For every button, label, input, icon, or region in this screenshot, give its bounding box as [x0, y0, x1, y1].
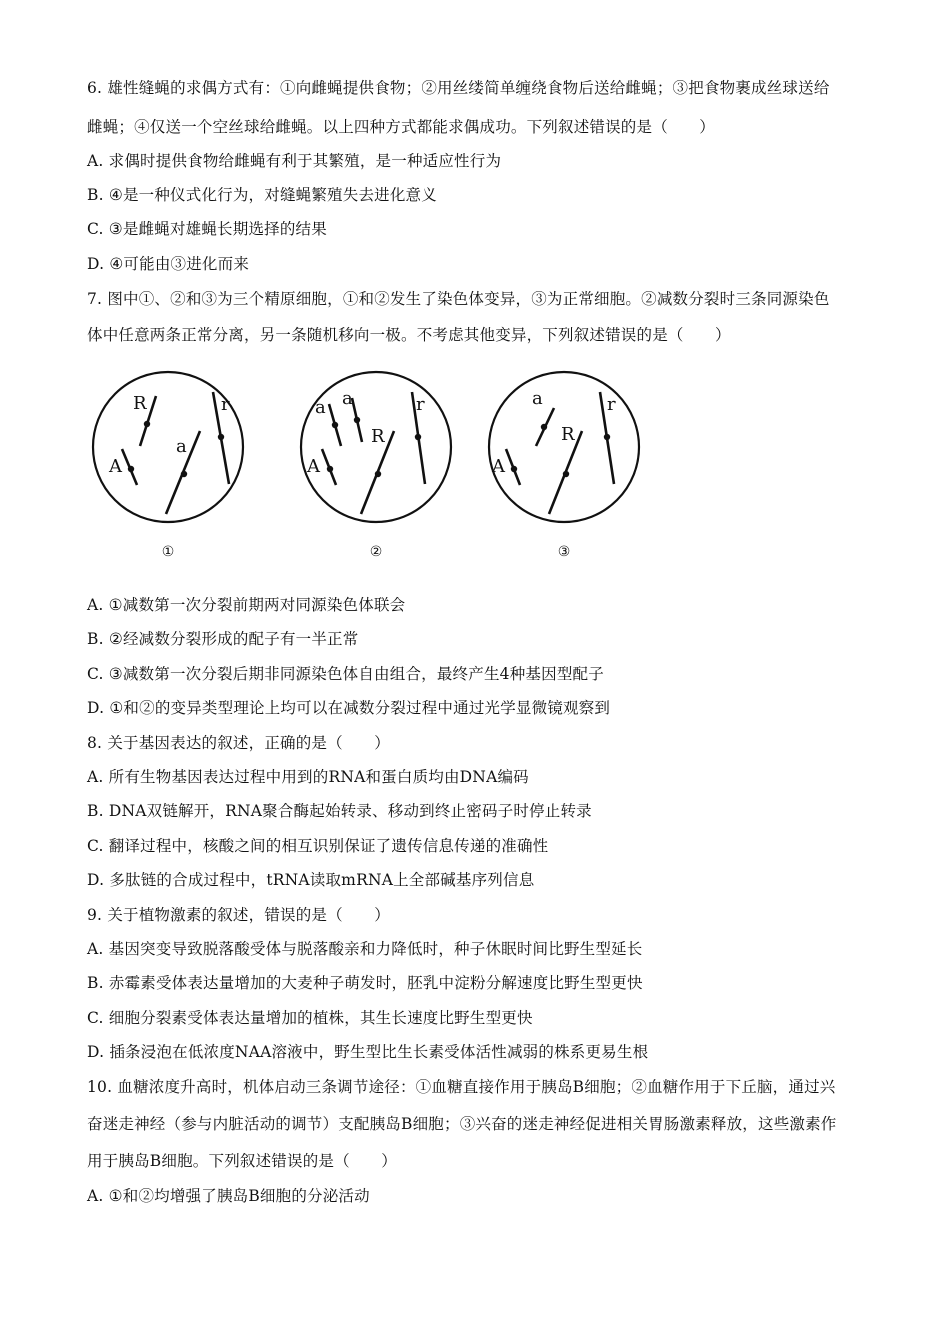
question-6-option-a: A. 求偶时提供食物给雌蝇有利于其繁殖，是一种适应性行为: [87, 152, 502, 170]
question-9-option-c: C. 细胞分裂素受体表达量增加的植株，其生长速度比野生型更快: [87, 1009, 533, 1027]
gene-label-R: R: [133, 393, 147, 414]
cell-label-3: ③: [557, 544, 571, 560]
question-7-option-c: C. ③减数第一次分裂后期非同源染色体自由组合，最终产生4种基因型配子: [87, 665, 604, 683]
question-10-stem-line-3: 用于胰岛B细胞。下列叙述错误的是（ ）: [87, 1152, 397, 1170]
gene-label-A: A: [492, 456, 505, 477]
question-8-option-c: C. 翻译过程中，核酸之间的相互识别保证了遗传信息传递的准确性: [87, 837, 549, 855]
question-8-option-a: A. 所有生物基因表达过程中用到的RNA和蛋白质均由DNA编码: [87, 768, 529, 786]
question-9-option-b: B. 赤霉素受体表达量增加的大麦种子萌发时，胚乳中淀粉分解速度比野生型更快: [87, 974, 643, 992]
gene-label-R: R: [561, 424, 575, 445]
cell-label-2: ②: [369, 544, 383, 560]
question-7-option-b: B. ②经减数分裂形成的配子有一半正常: [87, 630, 359, 648]
question-10-stem-line-1: 10. 血糖浓度升高时，机体启动三条调节途径：①血糖直接作用于胰岛B细胞；②血糖作用于下丘脑，通过兴: [87, 1078, 836, 1096]
question-6-option-d: D. ④可能由③进化而来: [87, 255, 250, 273]
question-7-option-a: A. ①减数第一次分裂前期两对同源染色体联会: [87, 596, 406, 614]
gene-label-r: r: [221, 394, 230, 415]
question-6-stem-line-2: 雌蝇；④仅送一个空丝球给雌蝇。以上四种方式都能求偶成功。下列叙述错误的是（ ）: [87, 118, 716, 136]
gene-label-R: R: [371, 426, 385, 447]
gene-label-r: r: [416, 394, 425, 415]
question-6-option-b: B. ④是一种仪式化行为，对缝蝇繁殖失去进化意义: [87, 186, 437, 204]
gene-label-a: a: [532, 388, 543, 409]
question-7-stem-line-2: 体中任意两条正常分离，另一条随机移向一极。不考虑其他变异，下列叙述错误的是（ ）: [87, 326, 731, 344]
question-9-option-a: A. 基因突变导致脱落酸受体与脱落酸亲和力降低时，种子休眠时间比野生型延长: [87, 940, 643, 958]
gene-label-r: r: [607, 394, 616, 415]
gene-label-A: A: [109, 456, 122, 477]
question-8-option-d: D. 多肽链的合成过程中，tRNA读取mRNA上全部碱基序列信息: [87, 871, 535, 889]
question-6-stem-line-1: 6. 雄性缝蝇的求偶方式有：①向雌蝇提供食物；②用丝缕简单缠绕食物后送给雌蝇；③把食物裹成丝球送给: [87, 79, 830, 97]
question-8-option-b: B. DNA双链解开，RNA聚合酶起始转录、移动到终止密码子时停止转录: [87, 802, 592, 820]
cell-1: [93, 372, 243, 560]
gene-label-a: a: [342, 388, 353, 409]
question-8-stem: 8. 关于基因表达的叙述，正确的是（ ）: [87, 734, 390, 752]
question-7-option-d: D. ①和②的变异类型理论上均可以在减数分裂过程中通过光学显微镜观察到: [87, 699, 611, 717]
cell-diagram: [88, 362, 648, 568]
question-9-stem: 9. 关于植物激素的叙述，错误的是（ ）: [87, 906, 390, 924]
gene-label-A: A: [307, 456, 320, 477]
question-10-stem-line-2: 奋迷走神经（参与内脏活动的调节）支配胰岛B细胞；③兴奋的迷走神经促进相关胃肠激素释放，这些激素作: [87, 1115, 837, 1133]
gene-label-a: a: [315, 397, 326, 418]
gene-label-a: a: [176, 436, 187, 457]
question-7-stem-line-1: 7. 图中①、②和③为三个精原细胞，①和②发生了染色体变异，③为正常细胞。②减数分裂时三条同源染色: [87, 290, 830, 308]
question-10-option-a: A. ①和②均增强了胰岛B细胞的分泌活动: [87, 1187, 370, 1205]
cell-3: [489, 372, 639, 560]
question-9-option-d: D. 插条浸泡在低浓度NAA溶液中，野生型比生长素受体活性减弱的株系更易生根: [87, 1043, 649, 1061]
cell-label-1: ①: [161, 544, 175, 560]
cell-2: [301, 372, 451, 560]
question-6-option-c: C. ③是雌蝇对雄蝇长期选择的结果: [87, 220, 327, 238]
